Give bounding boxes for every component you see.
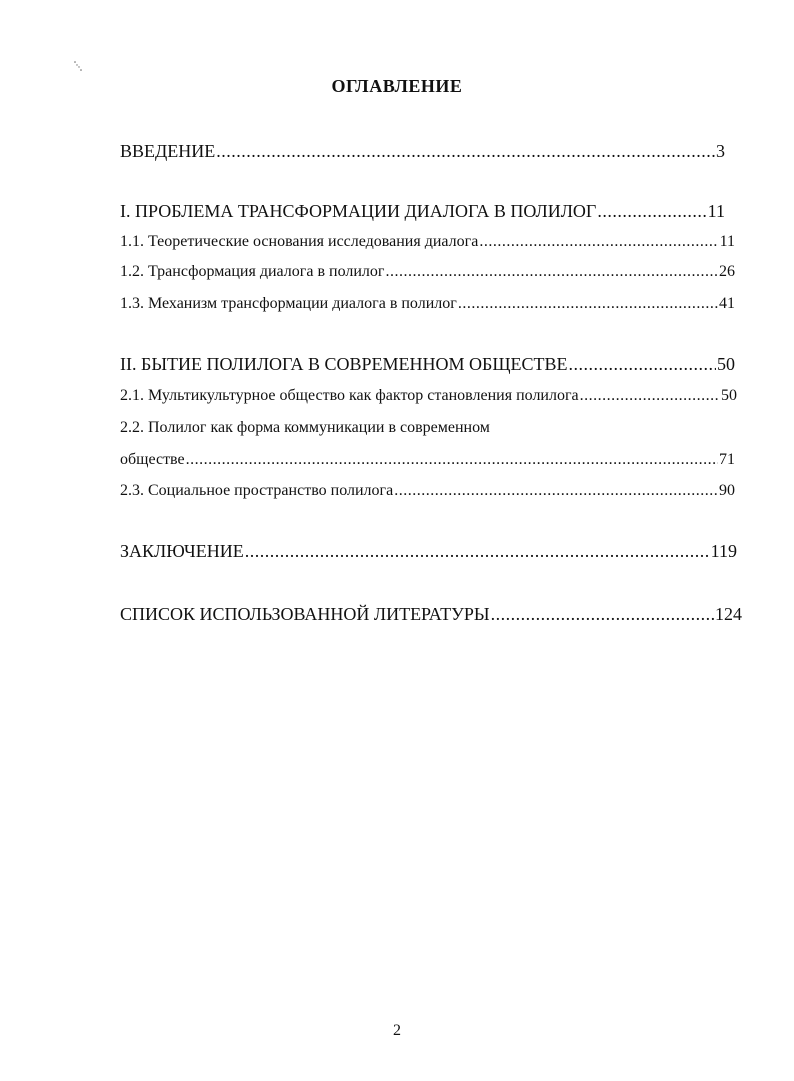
toc-entry-label: 1.3. Механизм трансформации диалога в полилог [120, 295, 457, 312]
toc-entry-page: 50 [721, 387, 737, 404]
toc-entry-label: СПИСОК ИСПОЛЬЗОВАННОЙ ЛИТЕРАТУРЫ [120, 604, 490, 624]
toc-entry-section-2-3 [120, 482, 735, 500]
toc-entry-chapter-2 [120, 354, 735, 375]
dot-leader [580, 387, 720, 405]
toc-entry-section-2-1 [120, 387, 737, 405]
toc-entry-label: 1.1. Теоретические основания исследования диалога [120, 233, 479, 250]
dot-leader [245, 541, 710, 562]
toc-entry-page: 50 [717, 354, 735, 374]
dot-leader [186, 451, 718, 469]
toc-entry-page: 90 [719, 482, 735, 499]
page-number: 2 [393, 1022, 401, 1039]
dot-leader [479, 233, 718, 251]
toc-entry-page: 119 [710, 541, 737, 561]
toc-entry-section-1-2 [120, 263, 735, 281]
dot-leader [394, 482, 718, 500]
toc-entry-bibliography [120, 604, 742, 625]
toc-entry-page: 3 [716, 141, 725, 161]
toc-entry-page: 124 [715, 604, 742, 624]
toc-entry-section-2-2 [120, 451, 735, 469]
toc-entry-label: II. БЫТИЕ ПОЛИЛОГА В СОВРЕМЕННОМ ОБЩЕСТВЕ [120, 354, 568, 374]
toc-entry-page: 71 [719, 451, 735, 468]
toc-entry-label: I. ПРОБЛЕМА ТРАНСФОРМАЦИИ ДИАЛОГА В ПОЛИЛОГ [120, 201, 597, 221]
dot-leader [597, 201, 706, 222]
toc-entry-conclusion [120, 541, 737, 562]
toc-entry-label: обществе [120, 451, 185, 468]
dot-leader [569, 354, 717, 375]
toc-entry-page: 41 [719, 295, 735, 312]
toc-entry-chapter-1 [120, 201, 725, 222]
dot-leader [491, 604, 714, 625]
toc-entry-section-1-3 [120, 295, 735, 313]
toc-entry-section-1-1 [120, 233, 735, 251]
toc-title: ОГЛАВЛЕНИЕ [331, 76, 463, 96]
toc-entry-label: 1.2. Трансформация диалога в полилог [120, 263, 385, 280]
toc-entry-label: ЗАКЛЮЧЕНИЕ [120, 541, 244, 561]
toc-entry-label: 2.3. Социальное пространство полилога [120, 482, 394, 499]
toc-entry-page: 11 [707, 201, 725, 221]
toc-entry-introduction [120, 141, 725, 162]
toc-entry-page: 11 [719, 233, 735, 250]
dot-leader [216, 141, 715, 162]
toc-entry-label: 2.1. Мультикультурное общество как фактор становления полилога [120, 387, 579, 404]
toc-entry-label: ВВЕДЕНИЕ [120, 141, 216, 161]
toc-entry-page: 26 [719, 263, 735, 280]
dot-leader [458, 295, 718, 313]
dot-leader [385, 263, 718, 281]
toc-entry-section-2-2-first-line: 2.2. Полилог как форма коммуникации в современном [120, 419, 490, 436]
